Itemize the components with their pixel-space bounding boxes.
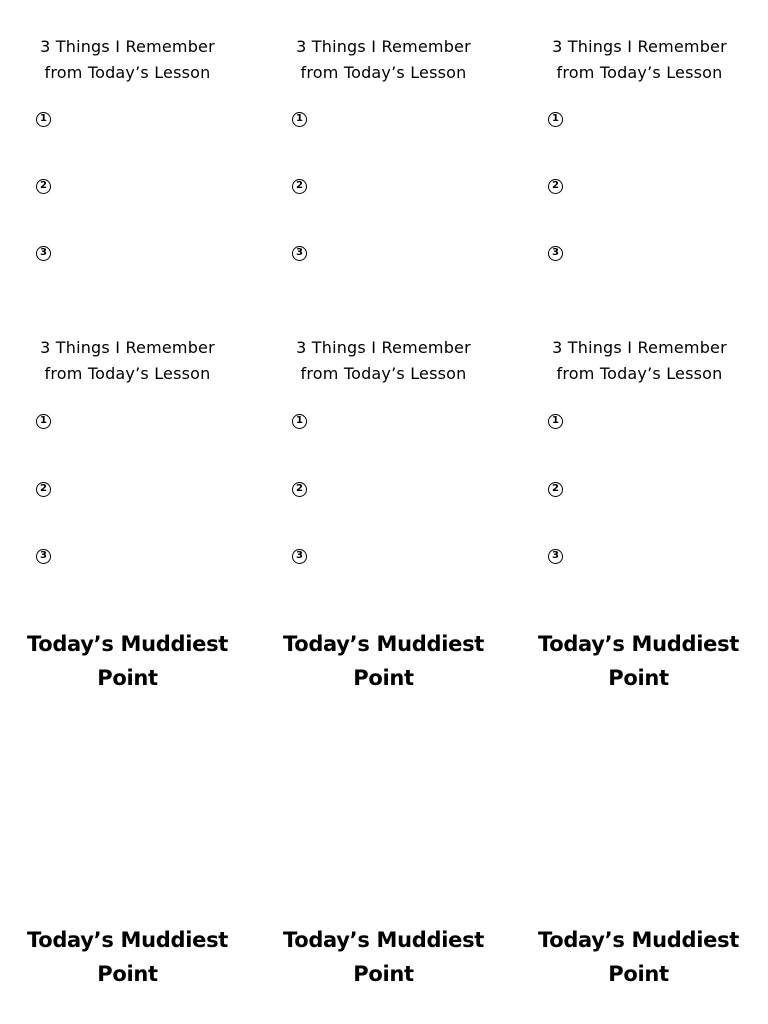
card-title-line: from Today’s Lesson bbox=[300, 63, 467, 82]
card-title-line: from Today’s Lesson bbox=[44, 63, 211, 82]
card-title-line: Point bbox=[97, 962, 158, 986]
number-3-icon: 3 bbox=[292, 549, 307, 564]
card-title-line: 3 Things I Remember bbox=[296, 338, 471, 357]
card-title bbox=[256, 627, 511, 695]
card-title bbox=[511, 923, 766, 991]
card-title-line: from Today’s Lesson bbox=[300, 364, 467, 383]
card-title-line: Today’s Muddiest bbox=[282, 928, 485, 952]
number-3-icon: 3 bbox=[548, 549, 563, 564]
card-title-line: Today’s Muddiest bbox=[537, 928, 740, 952]
number-3-icon: 3 bbox=[36, 549, 51, 564]
card-title-line: 3 Things I Remember bbox=[552, 37, 727, 56]
card-title-line: Point bbox=[353, 666, 414, 690]
card-title-line: 3 Things I Remember bbox=[552, 338, 727, 357]
number-1-icon: 1 bbox=[548, 112, 563, 127]
number-2-icon: 2 bbox=[292, 179, 307, 194]
card-title-line: Point bbox=[608, 962, 669, 986]
card-title-line: 3 Things I Remember bbox=[40, 338, 215, 357]
card-title-line: from Today’s Lesson bbox=[556, 63, 723, 82]
card-title bbox=[0, 34, 255, 86]
number-3-icon: 3 bbox=[36, 246, 51, 261]
number-1-icon: 1 bbox=[292, 414, 307, 429]
number-3-icon: 3 bbox=[548, 246, 563, 261]
card-title-line: from Today’s Lesson bbox=[44, 364, 211, 383]
number-1-icon: 1 bbox=[36, 414, 51, 429]
number-1-icon: 1 bbox=[292, 112, 307, 127]
card-title-line: Today’s Muddiest bbox=[537, 632, 740, 656]
card-title bbox=[256, 34, 511, 86]
card-title bbox=[0, 335, 255, 387]
card-title-line: Today’s Muddiest bbox=[26, 632, 229, 656]
card-title-line: Point bbox=[608, 666, 669, 690]
card-title-line: 3 Things I Remember bbox=[296, 37, 471, 56]
card-title bbox=[0, 923, 255, 991]
number-2-icon: 2 bbox=[548, 482, 563, 497]
card-title bbox=[511, 627, 766, 695]
number-2-icon: 2 bbox=[36, 179, 51, 194]
card-title-line: Point bbox=[97, 666, 158, 690]
card-title bbox=[512, 335, 767, 387]
card-title bbox=[256, 923, 511, 991]
card-title-line: from Today’s Lesson bbox=[556, 364, 723, 383]
number-2-icon: 2 bbox=[36, 482, 51, 497]
number-2-icon: 2 bbox=[292, 482, 307, 497]
number-3-icon: 3 bbox=[292, 246, 307, 261]
card-title-line: Point bbox=[353, 962, 414, 986]
card-title bbox=[256, 335, 511, 387]
card-title-line: Today’s Muddiest bbox=[282, 632, 485, 656]
number-2-icon: 2 bbox=[548, 179, 563, 194]
card-title bbox=[512, 34, 767, 86]
card-title-line: Today’s Muddiest bbox=[26, 928, 229, 952]
card-title bbox=[0, 627, 255, 695]
number-1-icon: 1 bbox=[548, 414, 563, 429]
number-1-icon: 1 bbox=[36, 112, 51, 127]
card-title-line: 3 Things I Remember bbox=[40, 37, 215, 56]
